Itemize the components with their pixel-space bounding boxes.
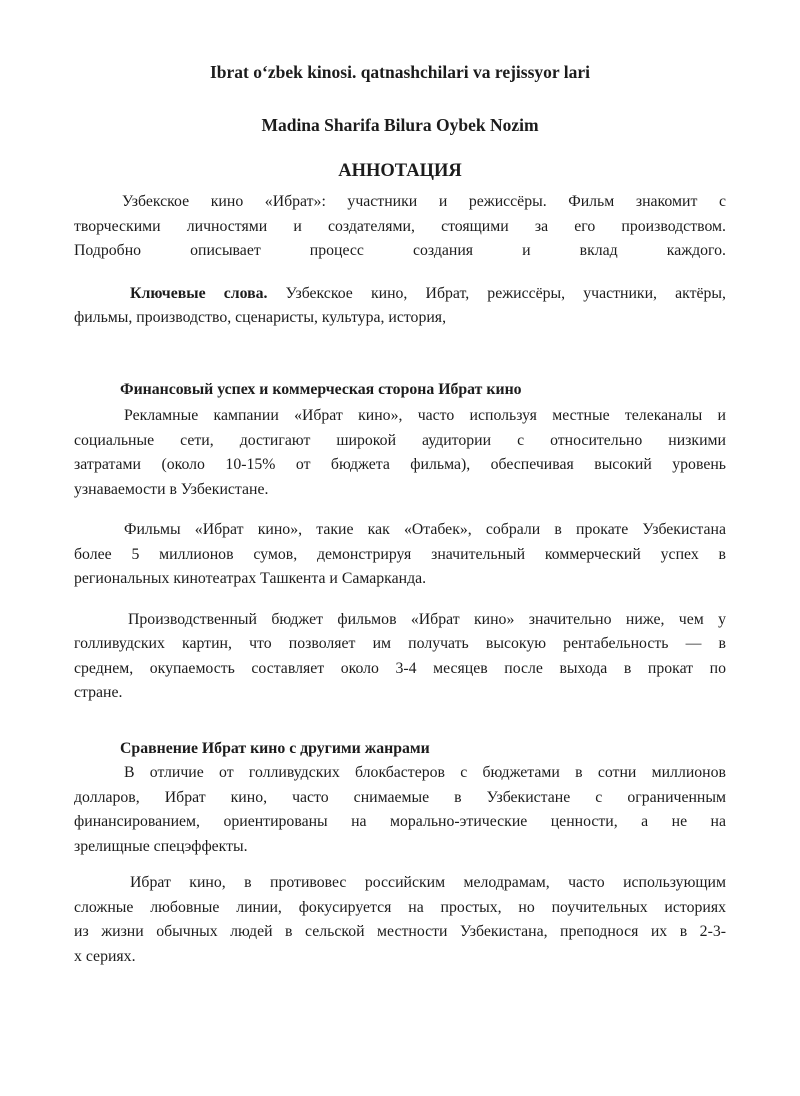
financial-paragraph-3-text: Производственный бюджет фильмов «Ибрат кино» значительно ниже, чем у: [128, 610, 726, 628]
financial-paragraph-3-line-3: [74, 657, 726, 682]
comparison-paragraph-2-text: сложные любовные линии, фокусируется на простых, но поучительных историях: [74, 898, 726, 916]
comparison-paragraph-1-text: зрелищные спецэффекты.: [74, 837, 248, 855]
financial-paragraph-2-line-1: [74, 518, 726, 543]
comparison-paragraph-2-line-2: [74, 896, 726, 921]
financial-paragraph-2-text: Фильмы «Ибрат кино», такие как «Отабек», собрали в прокате Узбекистана: [124, 521, 726, 538]
document-page: [0, 61, 800, 1096]
financial-paragraph-1-line-2: [74, 429, 726, 454]
comparison-paragraph-1-line-4: [74, 835, 726, 860]
annotation-paragraph-text: Подробно описывает процесс создания и вклад каждого.: [74, 242, 726, 259]
comparison-paragraph-1-text: долларов, Ибрат кино, часто снимаемые в Узбекистане с ограниченным: [74, 788, 726, 806]
comparison-paragraph-1: [74, 761, 726, 859]
financial-paragraph-1-text: Рекламные кампании «Ибрат кино», часто используя местные телеканалы и: [124, 407, 726, 424]
comparison-paragraph-2-line-1: [74, 871, 726, 896]
keywords-paragraph-bold-lead: Ключевые слова.: [130, 284, 268, 302]
section-heading-financial: [74, 378, 726, 403]
keywords-paragraph-text: фильмы, производство, сценаристы, культура, история,: [74, 309, 447, 326]
section-heading-financial-line-1: [74, 378, 726, 403]
financial-paragraph-3: [74, 608, 726, 706]
financial-paragraph-1-text: социальные сети, достигают широкой аудитории с относительно низкими: [74, 431, 726, 449]
comparison-paragraph-2-line-3: [74, 920, 726, 945]
financial-paragraph-2-text: региональных кинотеатрах Ташкента и Самарканда.: [74, 570, 427, 587]
comparison-paragraph-2-text: из жизни обычных людей в сельской местности Узбекистана, преподнося их в 2-3-: [74, 923, 726, 940]
comparison-paragraph-2-text: х сериях.: [74, 947, 136, 965]
financial-paragraph-2-line-3: [74, 567, 726, 592]
annotation-heading: АННОТАЦИЯ: [338, 161, 462, 181]
keywords-paragraph-line-1: [74, 282, 726, 307]
financial-paragraph-3-text: голливудских картин, что позволяет им получать высокую рентабельность — в: [74, 635, 726, 652]
financial-paragraph-3-text: стране.: [74, 684, 123, 701]
financial-paragraph-2-text: более 5 миллионов сумов, демонстрируя значительный коммерческий успех в: [74, 545, 726, 563]
financial-paragraph-1-text: узнаваемости в Узбекистане.: [74, 480, 269, 498]
document-page-background: [0, 61, 800, 1096]
annotation-paragraph-text: творческими личностями и создателями, стоящими за его производством.: [74, 217, 726, 235]
comparison-paragraph-1-line-2: [74, 786, 726, 811]
annotation-paragraph-text: Узбекское кино «Ибрат»: участники и режиссёры. Фильм знакомит с: [122, 193, 726, 210]
financial-paragraph-1: [74, 404, 726, 502]
section-heading-comparison-line-1: [74, 737, 726, 762]
financial-paragraph-2: [74, 518, 726, 592]
document-body: [74, 190, 726, 969]
financial-paragraph-3-text: среднем, окупаемость составляет около 3-4 месяцев после выхода в прокат по: [74, 659, 726, 677]
section-heading-comparison: [74, 737, 726, 762]
keywords-paragraph-text: Узбекское кино, Ибрат, режиссёры, участники, актёры,: [267, 284, 726, 302]
comparison-paragraph-2-text: Ибрат кино, в противовес российским мелодрамам, часто использующим: [130, 874, 726, 891]
keywords-paragraph-line-2: [74, 306, 726, 331]
financial-paragraph-1-text: затратами (около 10-15% от бюджета фильма), обеспечивая высокий уровень: [74, 456, 726, 473]
comparison-paragraph-2: [74, 871, 726, 969]
comparison-paragraph-2-line-4: [74, 945, 726, 970]
financial-paragraph-3-line-4: [74, 681, 726, 706]
comparison-paragraph-1-text: финансированием, ориентированы на морально-этические ценности, а не на: [74, 813, 726, 830]
financial-paragraph-3-line-1: [74, 608, 726, 633]
financial-paragraph-1-line-3: [74, 453, 726, 478]
comparison-paragraph-1-line-3: [74, 810, 726, 835]
section-heading-financial-bold-lead: Финансовый успех и коммерческая сторона Ибрат кино: [120, 380, 522, 398]
financial-paragraph-1-line-1: [74, 404, 726, 429]
comparison-paragraph-1-text: В отличие от голливудских блокбастеров с бюджетами в сотни миллионов: [124, 764, 726, 781]
document-title: Ibrat o‘zbek kinosi. qatnashchilari va rejissyor lari: [209, 62, 590, 82]
annotation-paragraph-line-2: [74, 215, 726, 240]
document-authors: Madina Sharifa Bilura Oybek Nozim: [261, 115, 539, 135]
annotation-paragraph: [74, 190, 726, 264]
section-heading-comparison-bold-lead: Сравнение Ибрат кино с другими жанрами: [120, 739, 430, 757]
annotation-paragraph-line-1: [74, 190, 726, 215]
annotation-paragraph-line-3: [74, 239, 726, 264]
financial-paragraph-1-line-4: [74, 478, 726, 503]
financial-paragraph-2-line-2: [74, 543, 726, 568]
financial-paragraph-3-line-2: [74, 632, 726, 657]
comparison-paragraph-1-line-1: [74, 761, 726, 786]
keywords-paragraph: [74, 282, 726, 331]
